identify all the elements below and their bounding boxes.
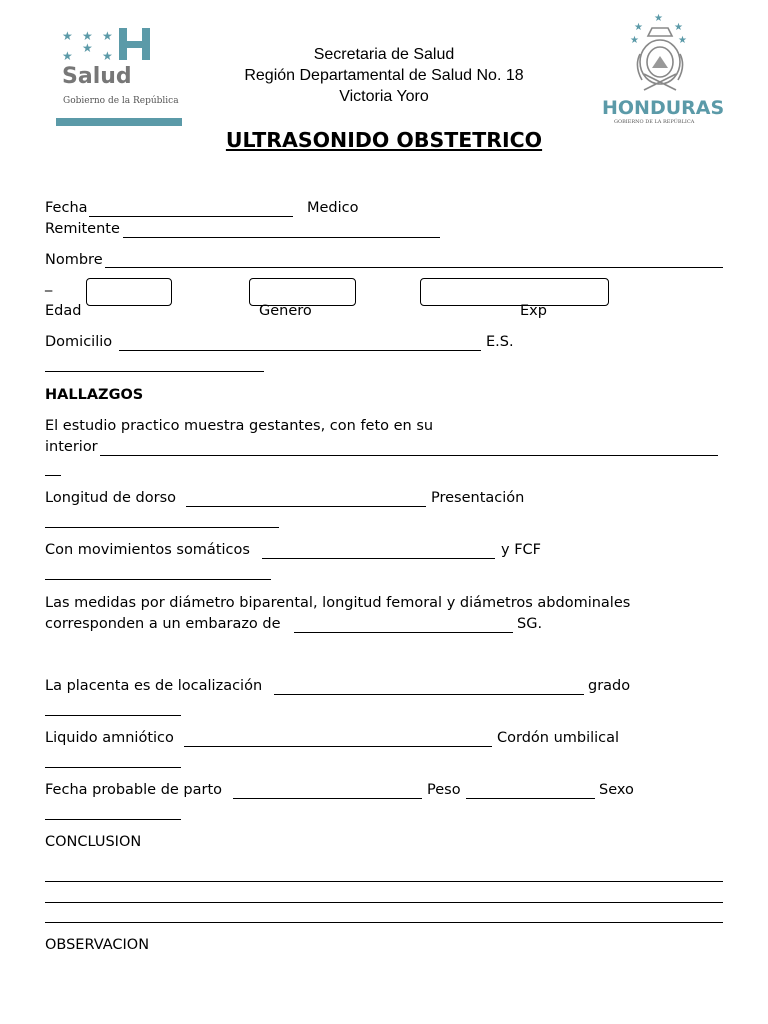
sg-label: SG. (517, 616, 543, 632)
interior-overflow-blank (45, 475, 61, 476)
presentacion-label: Presentación (431, 490, 525, 506)
conclusion-line-3[interactable] (45, 922, 723, 923)
nombre-overflow-dash: _ (45, 276, 53, 292)
fcf-label: y FCF (501, 542, 541, 558)
es-blank[interactable] (45, 371, 264, 372)
presentacion-blank[interactable] (45, 527, 279, 528)
honduras-logo (598, 10, 725, 128)
nombre-blank[interactable] (105, 267, 723, 268)
svg-text:★: ★ (82, 41, 93, 55)
embarazo-blank[interactable] (294, 632, 513, 633)
sexo-label: Sexo (599, 782, 634, 798)
movimientos-label: Con movimientos somáticos (45, 542, 250, 558)
svg-text:★: ★ (630, 35, 639, 46)
header-line-1: Secretaria de Salud (313, 46, 455, 63)
medidas-text-1: Las medidas por diámetro biparental, longitud femoral y diámetros abdominales (45, 595, 631, 611)
observacion-label: OBSERVACION (45, 937, 150, 953)
estudio-text-1: El estudio practico muestra gestantes, con feto en su (45, 418, 434, 434)
svg-text:★: ★ (634, 22, 643, 33)
svg-text:★: ★ (62, 49, 73, 63)
medidas-text-2: corresponden a un embarazo de (45, 616, 281, 632)
exp-label: Exp (520, 303, 547, 319)
svg-text:★: ★ (62, 29, 73, 43)
svg-text:★: ★ (674, 22, 683, 33)
domicilio-label: Domicilio (45, 334, 113, 350)
longitud-label: Longitud de dorso (45, 490, 177, 506)
honduras-logo-subtitle: GOBIERNO DE LA REPÚBLICA (614, 119, 695, 125)
interior-blank[interactable] (100, 455, 718, 456)
liquido-label: Liquido amniótico (45, 730, 174, 746)
longitud-blank[interactable] (186, 506, 426, 507)
salud-logo-brand: Salud (62, 64, 132, 89)
remitente-label: Remitente (45, 221, 120, 237)
svg-text:★: ★ (654, 13, 663, 24)
grado-blank[interactable] (45, 715, 181, 716)
honduras-logo-brand: HONDURAS (602, 97, 725, 119)
fecha-parto-label: Fecha probable de parto (45, 782, 223, 798)
grado-label: grado (588, 678, 631, 694)
coat-of-arms-icon (598, 10, 722, 100)
edad-label: Edad (45, 303, 82, 319)
header-line-2: Región Departamental de Salud No. 18 (244, 67, 524, 84)
salud-logo (56, 24, 184, 128)
conclusion-line-2[interactable] (45, 902, 723, 903)
salud-logo-subtitle: Gobierno de la República (63, 96, 179, 106)
medico-label: Medico (307, 200, 359, 216)
cordon-blank[interactable] (45, 767, 181, 768)
domicilio-blank[interactable] (119, 350, 481, 351)
placenta-blank[interactable] (274, 694, 584, 695)
header-line-3: Victoria Yoro (339, 88, 429, 105)
estudio-text-2: interior (45, 439, 98, 455)
es-label: E.S. (486, 334, 514, 350)
exp-box[interactable] (420, 278, 609, 306)
peso-label: Peso (427, 782, 461, 798)
fcf-blank[interactable] (45, 579, 271, 580)
fecha-parto-blank[interactable] (233, 798, 422, 799)
liquido-blank[interactable] (184, 746, 492, 747)
conclusion-label: CONCLUSION (45, 834, 142, 850)
sexo-blank[interactable] (45, 819, 181, 820)
edad-box[interactable] (86, 278, 172, 306)
genero-label: Genero (259, 303, 312, 319)
svg-text:★: ★ (678, 35, 687, 46)
document-title: ULTRASONIDO OBSTETRICO (225, 128, 543, 152)
svg-text:★: ★ (102, 49, 113, 63)
remitente-blank[interactable] (123, 237, 440, 238)
conclusion-line-1[interactable] (45, 881, 723, 882)
hallazgos-heading: HALLAZGOS (45, 387, 144, 403)
fecha-label: Fecha (45, 200, 88, 216)
cordon-label: Cordón umbilical (497, 730, 620, 746)
peso-blank[interactable] (466, 798, 595, 799)
nombre-label: Nombre (45, 252, 103, 268)
svg-text:★: ★ (82, 29, 93, 43)
placenta-label: La placenta es de localización (45, 678, 263, 694)
svg-text:★: ★ (102, 29, 113, 43)
fecha-blank[interactable] (89, 216, 293, 217)
movimientos-blank[interactable] (262, 558, 495, 559)
